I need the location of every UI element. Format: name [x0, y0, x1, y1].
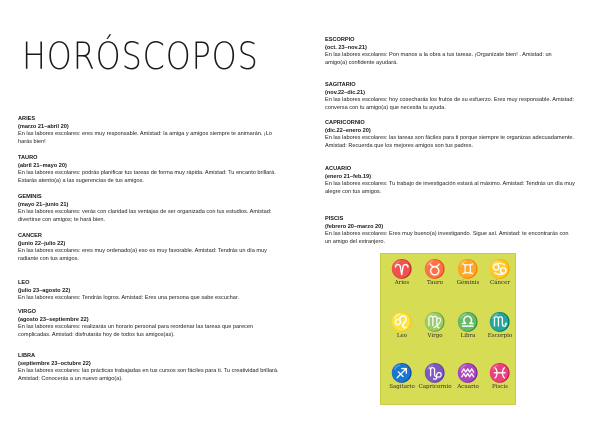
horoscope-acuario — [325, 166, 575, 196]
sign-name: LEO — [18, 280, 30, 286]
zodiac-cell — [418, 364, 452, 391]
sign-name: ESCORPIO — [325, 37, 355, 43]
sign-dates: (nov.22–dic.21) — [325, 89, 365, 96]
sign-text: En las labores escolares: verás con claridad las ventajas de ser organizada con tus estudios. Amistad: divertirse con amigos; te hará bien. — [18, 209, 272, 223]
sign-dates: (abril 21–mayo 20) — [18, 162, 67, 169]
sign-text: En las labores escolares: las tareas son fáciles para ti porque siempre te organizas adecuadamente. Amistad: Recuerda que los mejores amigos son tus padres. — [325, 135, 575, 149]
sign-dates: (dic.22–enero 20) — [325, 127, 371, 134]
cancer-icon: ♋ — [488, 259, 512, 280]
zodiac-label: Virgo — [427, 333, 443, 339]
zodiac-cell — [385, 260, 419, 287]
horoscope-virgo — [18, 309, 280, 339]
sign-dates: (septiembre 23–octubre 22) — [18, 360, 91, 367]
sign-text: En las labores escolares: Pon manos a la obra a tus tareas. ¡Organízate bien! . Amistad: un amigo(a) confidente ayudará. — [325, 52, 552, 66]
horoscope-aries — [18, 116, 280, 146]
zodiac-label: Piscis — [492, 384, 508, 390]
sign-text: En las labores escolares: Tu trabajo de investigación estará al máximo. Amistad: Tendrás un día muy alegre con tus amigos. — [325, 181, 575, 195]
scorpio-icon: ♏ — [488, 312, 512, 333]
zodiac-label: Tauro — [426, 280, 443, 286]
zodiac-label: Libra — [460, 333, 476, 339]
taurus-icon: ♉ — [423, 259, 447, 280]
sign-text: En las labores escolares: Eres muy bueno(a) investigando. Sigue así. Amistad: te encontrarás con un amigo del extranjero. — [325, 231, 569, 245]
sign-text: En las labores escolares: Tendrás logros. Amistad: Eres una persona que sabe escuchar. — [18, 295, 239, 301]
horoscope-capricornio — [325, 120, 575, 150]
zodiac-cell — [483, 364, 517, 391]
zodiac-label: Capricornio — [418, 384, 452, 390]
aries-icon: ♈ — [390, 259, 414, 280]
zodiac-symbols-chart — [380, 253, 516, 405]
horoscope-tauro — [18, 155, 280, 185]
sign-dates: (febrero 20–marzo 20) — [325, 223, 384, 230]
zodiac-label: Sagitario — [389, 384, 415, 390]
sign-name: SAGITARIO — [325, 82, 356, 88]
zodiac-cell — [451, 364, 485, 391]
libra-icon: ♎ — [456, 312, 480, 333]
horoscope-cancer — [18, 233, 280, 263]
zodiac-label: Leo — [396, 333, 408, 339]
sign-name: ARIES — [18, 116, 36, 122]
zodiac-label: Géminis — [456, 280, 480, 286]
zodiac-label: Aries — [394, 280, 410, 286]
sign-name: GEMINIS — [18, 194, 42, 200]
sign-dates: (oct. 23–nov.21) — [325, 44, 367, 51]
page-title: HORÓSCOPOS — [22, 35, 259, 78]
zodiac-cell — [483, 260, 517, 287]
horoscope-piscis — [325, 216, 575, 246]
sign-name: VIRGO — [18, 309, 37, 315]
zodiac-cell — [483, 313, 517, 340]
sign-text: En las labores escolares: hoy cosecharás los frutos de su esfuerzo. Eres muy responsable. Amistad: conversa con tu amigo(a) que necesita tu ayuda. — [325, 97, 575, 111]
horoscope-leo — [18, 280, 280, 303]
sign-text: En las labores escolares: eres muy ordenado(a) eso es muy favorable. Amistad: Tendrás un día muy radiante con tus amigos. — [18, 248, 267, 262]
pisces-icon: ♓ — [488, 363, 512, 384]
sign-name: CANCER — [18, 233, 42, 239]
sign-dates: (enero 21–feb.19) — [325, 173, 372, 180]
sign-name: PISCIS — [325, 216, 344, 222]
horoscope-sagitario — [325, 82, 575, 112]
sign-text: En las labores escolares: realizarás un horario personal para reordenar las tareas que parecen complicadas. Amistad: disfrutarás hoy de todos tus amigos(as). — [18, 324, 254, 338]
sign-dates: (mayo 21–junio 21) — [18, 201, 69, 208]
sign-dates: (agosto 23–septiembre 22) — [18, 316, 89, 323]
zodiac-cell — [418, 313, 452, 340]
sign-text: En las labores escolares: las prácticas trabajadas en tus cursos son fáciles para ti. Tu creatividad brillará. Amistad: Conocerás a un nuevo amigo(a). — [18, 368, 279, 382]
zodiac-cell — [385, 313, 419, 340]
zodiac-cell — [385, 364, 419, 391]
zodiac-cell — [451, 313, 485, 340]
sign-name: ACUARIO — [325, 166, 352, 172]
leo-icon: ♌ — [390, 312, 414, 333]
horoscope-geminis — [18, 194, 280, 224]
sign-name: TAURO — [18, 155, 38, 161]
zodiac-cell — [451, 260, 485, 287]
capricorn-icon: ♑ — [423, 363, 447, 384]
horoscope-libra — [18, 353, 280, 383]
gemini-icon: ♊ — [456, 259, 480, 280]
virgo-icon: ♍ — [423, 312, 447, 333]
zodiac-cell — [418, 260, 452, 287]
sign-dates: (marzo 21–abril 20) — [18, 123, 69, 130]
zodiac-label: Cáncer — [490, 280, 510, 286]
horoscope-escorpio — [325, 37, 575, 67]
sign-name: CAPRICORNIO — [325, 120, 365, 126]
sign-text: En las labores escolares: eres muy responsable. Amistad: la amiga y amigos siempre te animarán. ¡Lo harás bien! — [18, 131, 273, 145]
zodiac-label: Acuario — [457, 384, 479, 390]
sign-text: En las labores escolares: podrás planificar tus tareas de forma muy rápida. Amistad: Tu encanto brillará. Estarás atento(a) a las sugerencias de tus amigos. — [18, 170, 276, 184]
sign-name: LIBRA — [18, 353, 36, 359]
sign-dates: (junio 22–julio 22) — [18, 240, 66, 247]
aquarius-icon: ♒ — [456, 363, 480, 384]
sagittarius-icon: ♐ — [390, 363, 414, 384]
sign-dates: (julio 23–agosto 22) — [18, 287, 71, 294]
zodiac-label: Escorpio — [487, 333, 513, 339]
